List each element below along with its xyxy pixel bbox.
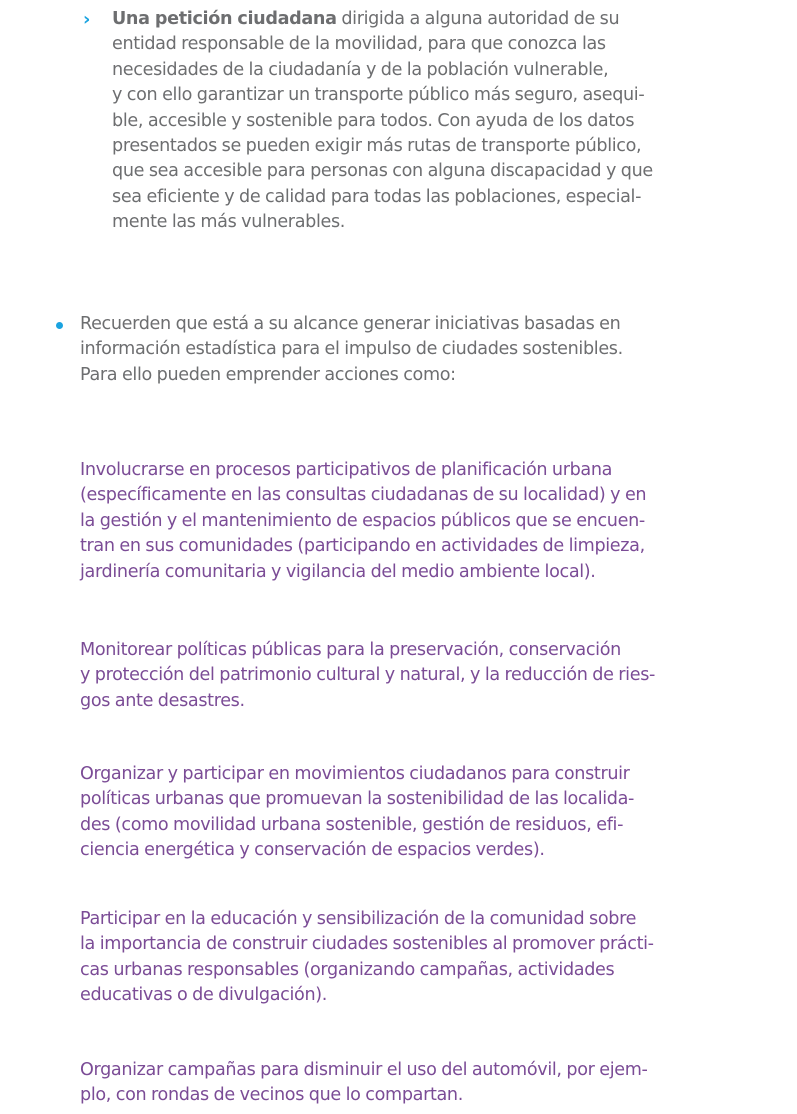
action-line: cas urbanas responsables (organizando campañas, actividades [80, 959, 615, 980]
sub-bullet-line: Una petición ciudadana dirigida a alguna autoridad de su [112, 9, 620, 29]
sub-bullet-line: ble, accesible y sostenible para todos. Con ayuda de los datos [112, 110, 635, 131]
sub-bullet-line: sea eficiente y de calidad para todas las poblaciones, especial- [112, 186, 642, 207]
action-line: plo, con rondas de vecinos que lo compartan. [80, 1085, 463, 1106]
action-line: Organizar y participar en movimientos ciudadanos para construir [80, 764, 630, 784]
action-line: y protección del patrimonio cultural y natural, y la reducción de ries- [80, 665, 656, 686]
sub-bullet-line: necesidades de la ciudadanía y de la población vulnerable, [112, 59, 609, 80]
sub-bullet-line: presentados se pueden exigir más rutas de transporte público, [112, 136, 642, 157]
action-line: Involucrarse en procesos participativos de planificación urbana [80, 460, 613, 480]
main-bullet-line: Para ello pueden emprender acciones como: [80, 364, 456, 385]
action-paragraph-educacion [80, 907, 792, 1009]
sub-bullet-line: que sea accesible para personas con alguna discapacidad y que [112, 161, 653, 182]
dot-bullet-icon [56, 322, 63, 329]
main-bullet-recuerden [80, 312, 790, 388]
sub-bullet-peticion-ciudadana [83, 7, 792, 236]
action-line: ciencia energética y conservación de espacios verdes). [80, 840, 545, 861]
action-line: jardinería comunitaria y vigilancia del medio ambiente local). [80, 561, 596, 582]
sub-bullet-line: entidad responsable de la movilidad, para que conozca las [112, 34, 606, 55]
bold-lead: Una petición ciudadana [112, 9, 337, 29]
action-line: políticas urbanas que promuevan la sostenibilidad de las localida- [80, 789, 635, 810]
action-line: des (como movilidad urbana sostenible, gestión de residuos, efi- [80, 814, 624, 835]
main-bullet-line: Recuerden que está a su alcance generar iniciativas basadas en [80, 314, 621, 334]
action-line: Organizar campañas para disminuir el uso del automóvil, por ejem- [80, 1060, 648, 1080]
action-paragraph-planificacion [80, 458, 792, 585]
action-paragraph-monitorear [80, 638, 792, 714]
action-line: Monitorear políticas públicas para la preservación, conservación [80, 640, 621, 660]
action-line: la importancia de construir ciudades sostenibles al promover prácti- [80, 934, 654, 955]
action-paragraph-movimientos [80, 762, 792, 864]
sub-bullet-line: mente las más vulnerables. [112, 212, 346, 233]
action-line: educativas o de divulgación). [80, 985, 328, 1006]
action-line: Participar en la educación y sensibilización de la comunidad sobre [80, 909, 637, 929]
action-line: (específicamente en las consultas ciudadanas de su localidad) y en [80, 485, 647, 506]
sub-bullet-line: y con ello garantizar un transporte público más seguro, asequi- [112, 85, 645, 106]
chevron-right-icon: › [83, 9, 91, 30]
action-paragraph-automovil [80, 1058, 792, 1109]
action-line: gos ante desastres. [80, 690, 245, 711]
main-bullet-line: información estadística para el impulso de ciudades sostenibles. [80, 339, 623, 360]
action-line: la gestión y el mantenimiento de espacios públicos que se encuen- [80, 510, 645, 531]
action-line: tran en sus comunidades (participando en actividades de limpieza, [80, 536, 645, 557]
